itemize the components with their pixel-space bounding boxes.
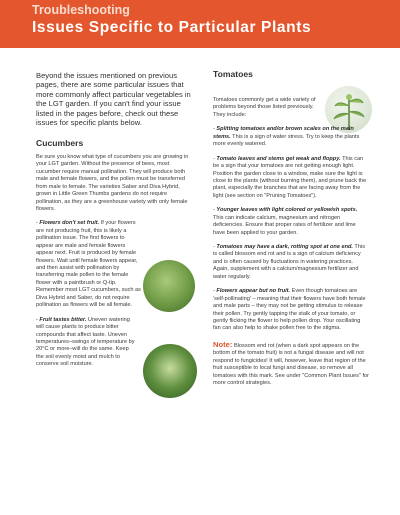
intro-paragraph: Beyond the issues mentioned on previous pages, there are some particular issues that more commonly affect particular vegetables in the LGT garden. If you can't find your issue listed in the pages before, check out these issues for specific plants below. <box>36 71 191 128</box>
tomatoes-intro: Tomatoes commonly get a wide variety of problems beyond those listed previously. They include: <box>213 97 316 118</box>
cucumbers-intro: Be sure you know what type of cucumbers you are growing in your LGT garden. Without the presence of bees, most cucumber require manual pollination. They will produce both male and female flowers, and the pollen must be transferred from male to female. The varieties Saber and Diva Hybrid, grown in Little Green Thumbs gardens do not require pollination, as they are a greenhouse variety with only female flowers. <box>36 153 189 212</box>
issue-heading: Fruit tastes bitter. <box>39 316 87 323</box>
issue-heading: Tomato leaves and stems get weak and floppy. <box>216 155 341 162</box>
cucumber-issue-flowers: - Flowers don't set fruit. If your flowers are not producing fruit, this is likely a pollination issue. The first flowers to appear are male and female flowers appear next. Fruit is produced by female flowers. Wait until female flowers appear, and then assist with pollination by transferring male pollen to the female flower with a paintbrush or Q-tip. Remember most LGT cucumbers, such as Diva Hybrid and Saber, do not require pollination as flowers will be all female. <box>36 220 141 309</box>
header-kicker: Troubleshooting <box>32 3 130 17</box>
tomato-issue-floppy: - Tomato leaves and stems get weak and floppy. This can be a sign that your tomatoes are not getting enough light. Position the garden close to a window, make sure the light is close to the plants (without burning them), and prune back the plant, especially the branches that are facing away from the light (see section on "Pruning Tomatoes"). <box>213 155 367 199</box>
note-paragraph: Note: Blossom end rot (when a dark spot appears on the bottom of the tomato fruit) is not a fungal disease and will not respond to fungicides! It will, however, leave that region of the fruit susceptible to local fungi and disease, so remove all tomatoes with this mark. See under "Common Plant Issues" for more control strategies. <box>213 339 369 386</box>
cucumber-fruit-photo <box>143 344 197 398</box>
left-column <box>36 71 194 369</box>
issue-heading: Tomatoes may have a dark, rotting spot at one end. <box>216 244 353 250</box>
cucumbers-heading: Cucumbers <box>36 137 84 148</box>
tomato-issue-splitting: - Splitting tomatoes and/or brown scales on the main stems. This is a sign of water stress. Try to keep the plants more evenly watered. <box>213 126 360 148</box>
page-header <box>0 0 400 48</box>
right-column <box>213 97 369 387</box>
tomato-issue-spots: - Younger leaves with light colored or yellowish spots. This can indicate calcium, magnesium and nitrogen deficiencies. Ensure that proper rates of fertilizer and lime have been applied to your garden. <box>213 207 358 236</box>
issue-heading: Splitting tomatoes and/or brown scales on the main stems. <box>213 126 354 140</box>
note-label: Note: <box>213 339 233 349</box>
cucumber-issue-bitter: - Fruit tastes bitter. Uneven watering will cause plants to produce bitter compounds that affect taste. Uneven temperatures–swings of temperature by 20°C or more–will do the same. Keep the soil evenly moist and mulch to conserve soil moisture. <box>36 316 135 368</box>
issue-heading: Younger leaves with light colored or yellowish spots. <box>216 207 358 214</box>
tomatoes-heading: Tomatoes <box>213 69 253 79</box>
tomato-issue-rot: - Tomatoes may have a dark, rotting spot at one end. This is called blossom end rot and is a sign of calcium deficiency and is often caused by fluctuations in watering practices. Again, supplement with a calcium/magnesium fertilizer and water regularly. <box>213 244 366 280</box>
issue-heading: Flowers don't set fruit. <box>39 220 100 227</box>
issue-heading: Flowers appear but no fruit. <box>216 288 291 295</box>
cucumber-flower-photo <box>143 260 195 312</box>
page-title: Issues Specific to Particular Plants <box>32 19 312 36</box>
tomato-issue-no-fruit: - Flowers appear but no fruit. Even though tomatoes are 'self-pollinating' – meaning that their flowers have both female and male parts – they may not be getting stimulus to release their pollen. Try gently tapping the stalk of your tomato, or gently flicking the flower to help pollen drop. Your oscillating fan can also help to shake pollen free to the stigma. <box>213 288 366 332</box>
